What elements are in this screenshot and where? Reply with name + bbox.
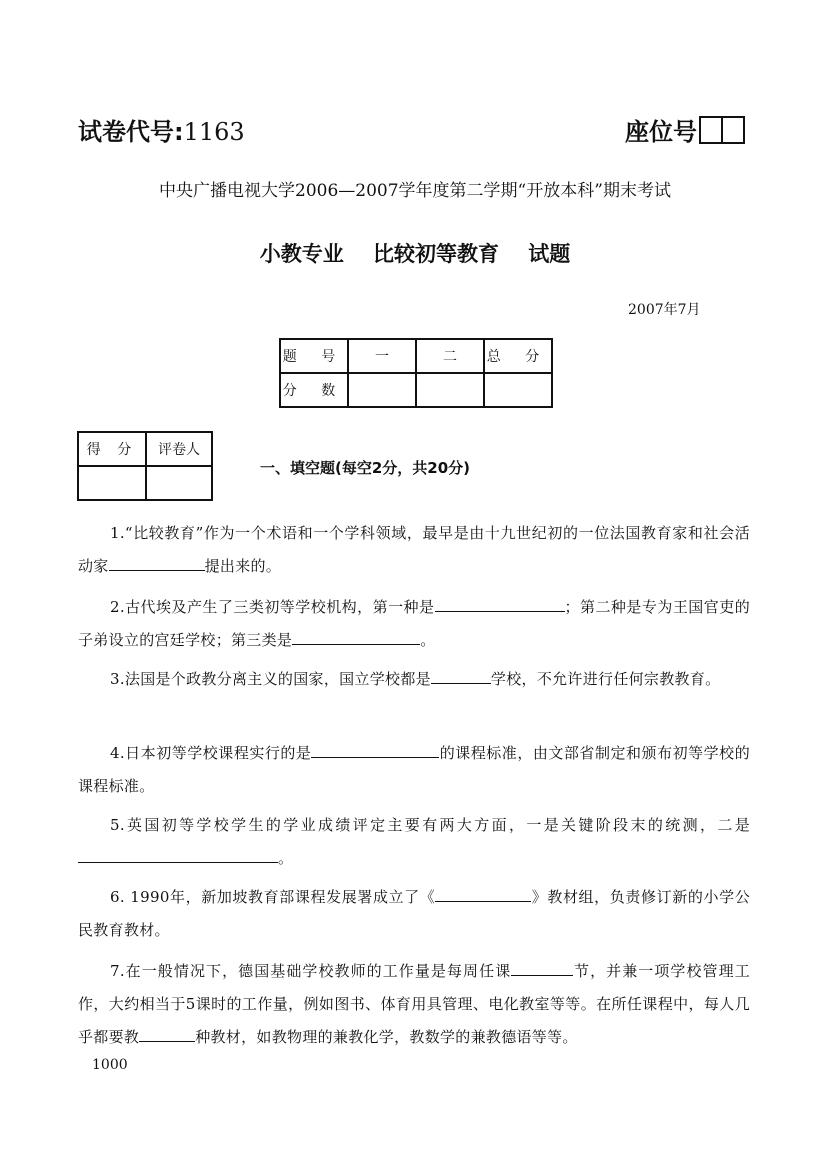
seat-box <box>721 118 743 142</box>
question-text: 2.古代埃及产生了三类初等学校机构，第一种是 <box>110 598 435 616</box>
question-text: 学校，不允许进行任何宗教教育。 <box>490 670 721 688</box>
grader-table-entry-row <box>78 466 212 500</box>
seat-number-label: 座位号 <box>625 118 697 146</box>
grader-table-header: 评卷人 <box>146 432 212 466</box>
score-table-header-row <box>280 339 552 373</box>
grader-table <box>77 431 213 501</box>
exam-code <box>78 112 245 147</box>
score-table-cell: 二 <box>416 339 484 373</box>
question-text: 提出来的。 <box>204 557 282 575</box>
question-3 <box>78 663 750 696</box>
score-table-cell: 题 号 <box>280 339 348 373</box>
score-table-cell: 分 数 <box>280 373 348 407</box>
answer-blank[interactable] <box>435 887 531 902</box>
answer-blank[interactable] <box>139 1027 195 1042</box>
exam-title: 小教专业 比较初等教育 试题 <box>259 242 571 266</box>
grader-table-header-row <box>78 432 212 466</box>
question-4 <box>78 737 750 803</box>
question-text: 节，并兼一项学校管理工作，大约相当于5课时的工作量，例如图书、体育用具管理、电化教室等等。在所任课程中，每人几乎都要教 <box>78 962 750 1046</box>
exam-date: 2007年7月 <box>628 302 701 318</box>
answer-blank[interactable] <box>435 597 565 612</box>
question-text: 3.法国是个政教分离主义的国家，国立学校都是 <box>110 670 431 688</box>
question-7 <box>78 955 750 1054</box>
grader-name-cell[interactable] <box>146 466 212 500</box>
question-text: 种教材，如教物理的兼教化学，教数学的兼教德语等等。 <box>195 1028 578 1046</box>
seat-number-boxes <box>699 116 745 144</box>
score-table-cell: 一 <box>348 339 416 373</box>
page-number: 1000 <box>92 1057 128 1073</box>
answer-blank[interactable] <box>431 669 491 684</box>
question-text: 5.英国初等学校学生的学业成绩评定主要有两大方面，一是关键阶段末的统测，二是 <box>110 816 750 834</box>
section-heading: 一、填空题(每空2分，共20分) <box>260 459 471 477</box>
question-text: ；第二种是专为王国官吏的子弟设立的宫廷学校；第三类是 <box>78 598 750 649</box>
score-table-cell: 总 分 <box>484 339 552 373</box>
answer-blank[interactable] <box>78 848 278 863</box>
answer-blank[interactable] <box>109 556 205 571</box>
score-cell[interactable] <box>416 373 484 407</box>
question-text: 7.在一般情况下，德国基础学校教师的工作量是每周任课 <box>110 962 512 980</box>
question-6 <box>78 881 750 947</box>
question-text: 》教材组，负责修订新的小学公民教育教材。 <box>78 888 750 939</box>
question-text: 。 <box>420 631 436 649</box>
score-cell[interactable] <box>348 373 416 407</box>
seat-number <box>625 112 745 147</box>
seat-box <box>701 118 721 142</box>
question-1 <box>78 517 750 583</box>
score-table <box>279 338 553 408</box>
question-5 <box>78 809 750 875</box>
question-2 <box>78 591 750 657</box>
score-table-score-row <box>280 373 552 407</box>
exam-code-value: 1163 <box>183 118 245 146</box>
question-text: 6. 1990年，新加坡教育部课程发展署成立了《 <box>110 888 436 906</box>
exam-code-label: 试卷代号: <box>78 118 184 146</box>
answer-blank[interactable] <box>511 961 573 976</box>
question-text: 。 <box>278 849 294 867</box>
answer-blank[interactable] <box>292 630 420 645</box>
question-text: 的课程标准，由文部省制定和颁布初等学校的课程标准。 <box>78 744 750 795</box>
grader-table-header: 得 分 <box>78 432 146 466</box>
score-cell[interactable] <box>484 373 552 407</box>
answer-blank[interactable] <box>311 743 439 758</box>
question-text: 1.“比较教育”作为一个术语和一个学科领域，最早是由十九世纪初的一位法国教育家和社会活动家 <box>78 524 750 575</box>
grader-score-cell[interactable] <box>78 466 146 500</box>
question-text: 4.日本初等学校课程实行的是 <box>110 744 312 762</box>
exam-subtitle: 中央广播电视大学2006—2007学年度第二学期“开放本科”期末考试 <box>159 181 671 201</box>
